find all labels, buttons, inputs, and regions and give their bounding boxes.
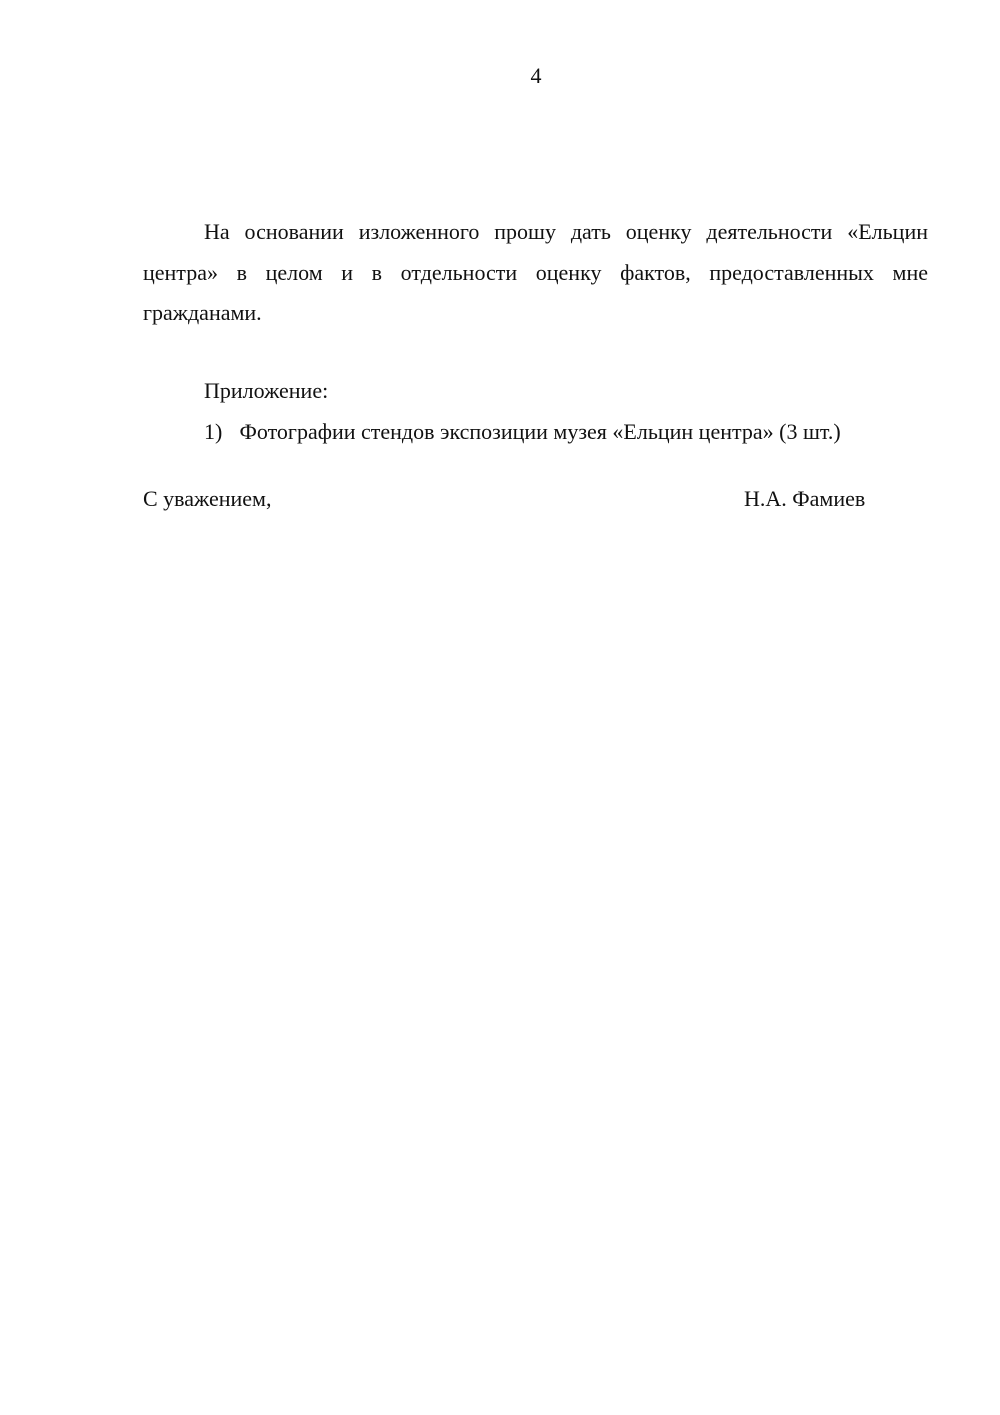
attachment-item-number: 1): [204, 419, 223, 444]
closing-phrase: С уважением,: [143, 486, 272, 511]
attachment-item: [204, 417, 841, 447]
attachments-heading: Приложение:: [204, 378, 329, 403]
body-paragraph: На основании изложенного прошу дать оценку деятельности «Ельцин центра» в целом и в отдельности оценку фактов, предоставленных мне гражданами.: [143, 219, 928, 325]
signature-name: Н.А. Фамиев: [744, 486, 866, 511]
page-number: 4: [530, 63, 542, 88]
attachment-item-text: Фотографии стендов экспозиции музея «Ельцин центра» (3 шт.): [239, 419, 841, 444]
